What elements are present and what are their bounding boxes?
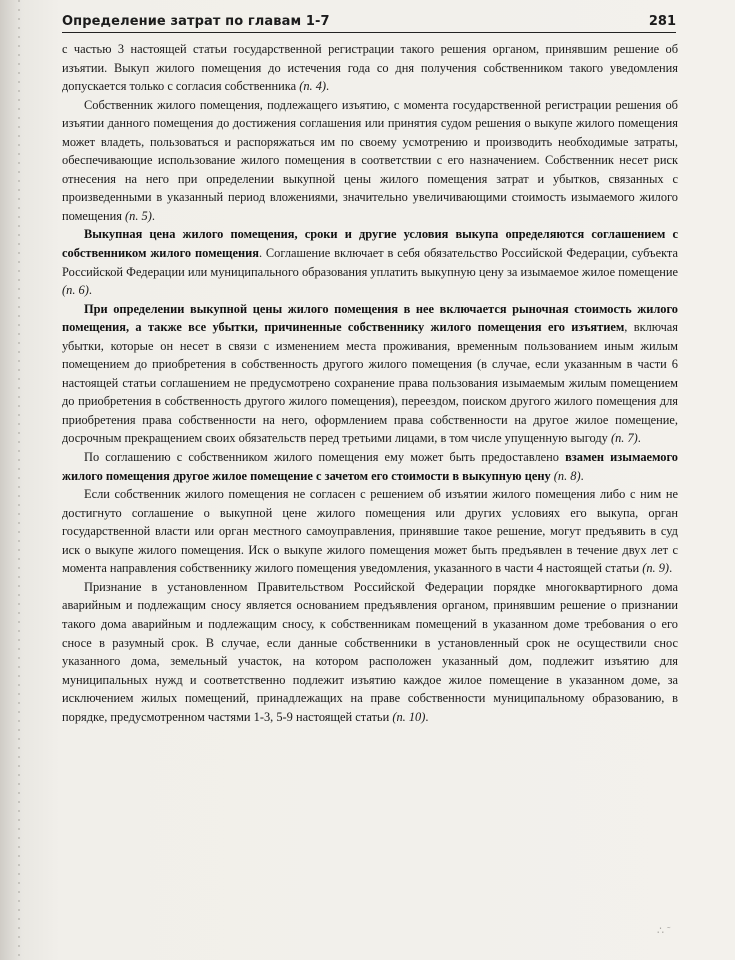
text-run: По соглашению с собственником жилого помещения ему может быть предоставлено: [84, 450, 566, 465]
reference-note: (п. 9): [642, 561, 670, 576]
reference-note: (п. 8): [553, 468, 581, 483]
text-run: .: [151, 208, 155, 223]
text-run: Собственник жилого помещения, подлежащего изъятию, с момента государственной регистрации решения об изъятии данного помещения до достижения соглашения или принятия судом решения о выкупе жилого помещения может владеть, пользоваться и распоряжаться им по своему усмотрению и производить необходимые затраты, обеспечивающие использование жилого помещения в соответствии с его назначением. Собственник несет риск отнесения на него при определении выкупной цены жилого помещения затрат и убытков, связанных с произведенными в указанный период вложениями, значительно увеличивающими стоимость изымаемого жилого помещения: [62, 97, 678, 223]
scan-smudge: ∴ ˜: [657, 925, 671, 937]
page-gutter-shadow: [18, 0, 20, 960]
paragraph: [62, 578, 678, 726]
reference-note: (п. 10): [392, 709, 426, 724]
text-run: с частью 3 настоящей статьи государственной регистрации такого решения органом, принявшим решение об изъятии. Выкуп жилого помещения до истечения года со дня получения собственником такого уведомления допускается только с согласия собственника: [62, 42, 678, 94]
body-text: [62, 40, 678, 726]
running-title: Определение затрат по главам 1-7: [62, 14, 330, 29]
text-run: .: [425, 709, 429, 724]
text-run: .: [580, 468, 584, 483]
text-run: Если собственник жилого помещения не согласен с решением об изъятии жилого помещения либо с ним не достигнуто соглашение о выкупной цене жилого помещения или других условиях его выкупа, орган государственной власти или орган местного самоуправления, принявшие такое решение, могут предъявить в суд иск о выкупе жилого помещения. Иск о выкупе жилого помещения может быть предъявлен в течение двух лет с момента направления собственнику жилого помещения уведомления, указанного в части 4 настоящей статьи: [62, 487, 678, 576]
page-number: 281: [648, 14, 676, 29]
paragraph: [62, 448, 678, 485]
reference-note: (п. 5): [125, 208, 152, 223]
text-run: Признание в установленном Правительством Российской Федерации порядке многоквартирного дома аварийным и подлежащим сносу является основанием предъявления органом, принявшим решение о признании такого дома аварийным и подлежащим сносу, к собственникам помещений в указанном доме требования о его сносе в разумный срок. В случае, если данные собственники в установленный срок не осуществили снос указанного дома, земельный участок, на котором расположен указанный дом, подлежит изъятию для муниципальных нужд и соответственно подлежит изъятию каждое жилое помещение в указанном доме, за исключением жилых помещений, принадлежащих на праве собственности муниципальному образованию, в порядке, предусмотренном частями 1-3, 5-9 настоящей статьи: [62, 579, 678, 724]
paragraph: [62, 96, 678, 226]
reference-note: (п. 7): [610, 431, 638, 446]
paragraph: [62, 300, 678, 448]
text-run: , включая убытки, которые он несет в связи с изменением места проживания, временным пользованием иным жилым помещением до приобретения в собственность другого жилого помещения (в случае, если указанным в части 6 настоящей статьи соглашением не предусмотрено сохранение права пользования изымаемым жилым помещением до приобретения в собственность другого жилого помещения), переездом, поиском другого жилого помещения для приобретения права собственности на него, оформлением права собственности на другое жилое помещение, досрочным прекращением своих обязательств перед третьими лицами, в том числе упущенную выгоду: [62, 320, 678, 446]
bold-text: взамен изымаемого жилого помещения другое жилое помещение с зачетом его стоимости в выкупную цену: [62, 450, 678, 483]
text-run: .: [88, 283, 92, 298]
paragraph: [62, 40, 678, 96]
bold-text: Выкупная цена жилого помещения, сроки и другие условия выкупа определяются соглашением с собственником жилого помещения: [62, 227, 678, 261]
text-run: .: [637, 431, 641, 446]
text-run: .: [669, 561, 673, 576]
text-run: . Соглашение включает в себя обязательство Российской Федерации, субъекта Российской Федерации или муниципального образования уплатить выкупную цену за изымаемое жилое помещение: [62, 246, 678, 279]
paragraph: [62, 225, 678, 299]
text-run: .: [326, 79, 330, 94]
reference-note: (п. 4): [299, 79, 327, 94]
paragraph: [62, 485, 678, 578]
bold-text: При определении выкупной цены жилого помещения в нее включается рыночная стоимость жилого помещения, а также все убытки, причиненные собственнику жилого помещения его изъятием: [62, 301, 678, 335]
reference-note: (п. 6): [62, 283, 89, 298]
page-header: [62, 10, 676, 33]
